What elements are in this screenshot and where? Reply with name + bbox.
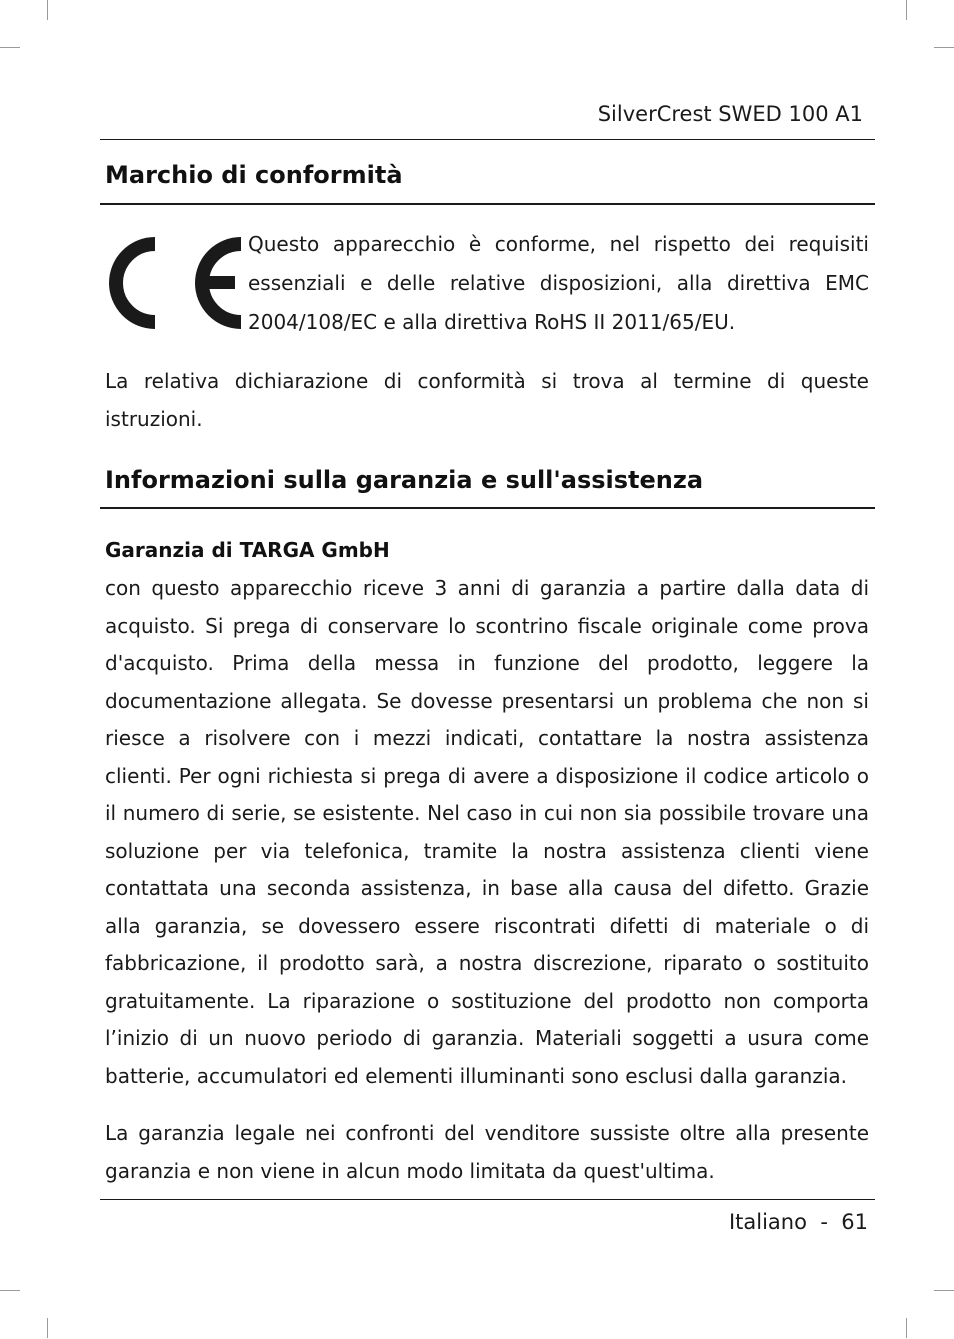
crop-mark [47, 1318, 48, 1338]
page-number: 61 [841, 1210, 868, 1234]
running-header: SilverCrest SWED 100 A1 [597, 102, 863, 126]
page-footer [729, 1207, 868, 1237]
ce-conformity-text: Questo apparecchio è conforme, nel rispetto dei requisiti essenziali e delle relative disposizioni, alla direttiva EMC 2004/108/EC e alla direttiva RoHS II 2011/65/EU. [248, 232, 869, 334]
section-rule [100, 507, 875, 509]
crop-mark [0, 47, 20, 48]
warranty-body: con questo apparecchio riceve 3 anni di garanzia a partire dalla data di acquisto. Si prega di conservare lo scontrino fiscale originale come prova d'acquisto. Prima della messa in funzione del prodotto, leggere la documentazione allegata. Se dovesse presentarsi un problema che non si riesce a risolvere con i mezzi indicati, contattare la nostra assistenza clienti. Per ogni richiesta si prega di avere a disposizione il codice articolo o il numero di serie, se esistente. Nel caso in cui non sia possibile trovare una soluzione per via telefonica, tramite la nostra assistenza clienti viene contattata una seconda assistenza, in base alla causa del difetto. Grazie alla garanzia, se dovessero essere riscontrati difetti di materiale o di fabbricazione, il prodotto sarà, a nostra discrezione, riparato o sostituito gratuitamente. La riparazione o sostituzione del prodotto non comporta l’inizio di un nuovo periodo di garanzia. Materiali soggetti a usura come batterie, accumulatori ed elementi illuminanti sono esclusi dalla garanzia. [105, 576, 869, 1088]
crop-mark [906, 0, 907, 20]
crop-mark [934, 47, 954, 48]
warranty-subheading: Garanzia di TARGA GmbH [105, 538, 390, 562]
header-rule [100, 139, 875, 140]
crop-mark [47, 0, 48, 20]
legal-warranty-paragraph: La garanzia legale nei confronti del venditore sussiste oltre alla presente garanzia e non viene in alcun modo limitata da quest'ultima. [105, 1121, 869, 1183]
crop-mark [934, 1290, 954, 1291]
conformity-heading: Marchio di conformità [105, 161, 403, 189]
warranty-heading: Informazioni sulla garanzia e sull'assistenza [105, 466, 704, 494]
ce-mark-icon [103, 234, 243, 332]
crop-mark [0, 1290, 20, 1291]
footer-language: Italiano [728, 1210, 807, 1234]
footer-rule [100, 1199, 875, 1200]
section-rule [100, 203, 875, 205]
crop-mark [906, 1318, 907, 1338]
declaration-paragraph: La relativa dichiarazione di conformità si trova al termine di queste istruzioni. [105, 369, 869, 431]
footer-separator: - [820, 1210, 828, 1234]
